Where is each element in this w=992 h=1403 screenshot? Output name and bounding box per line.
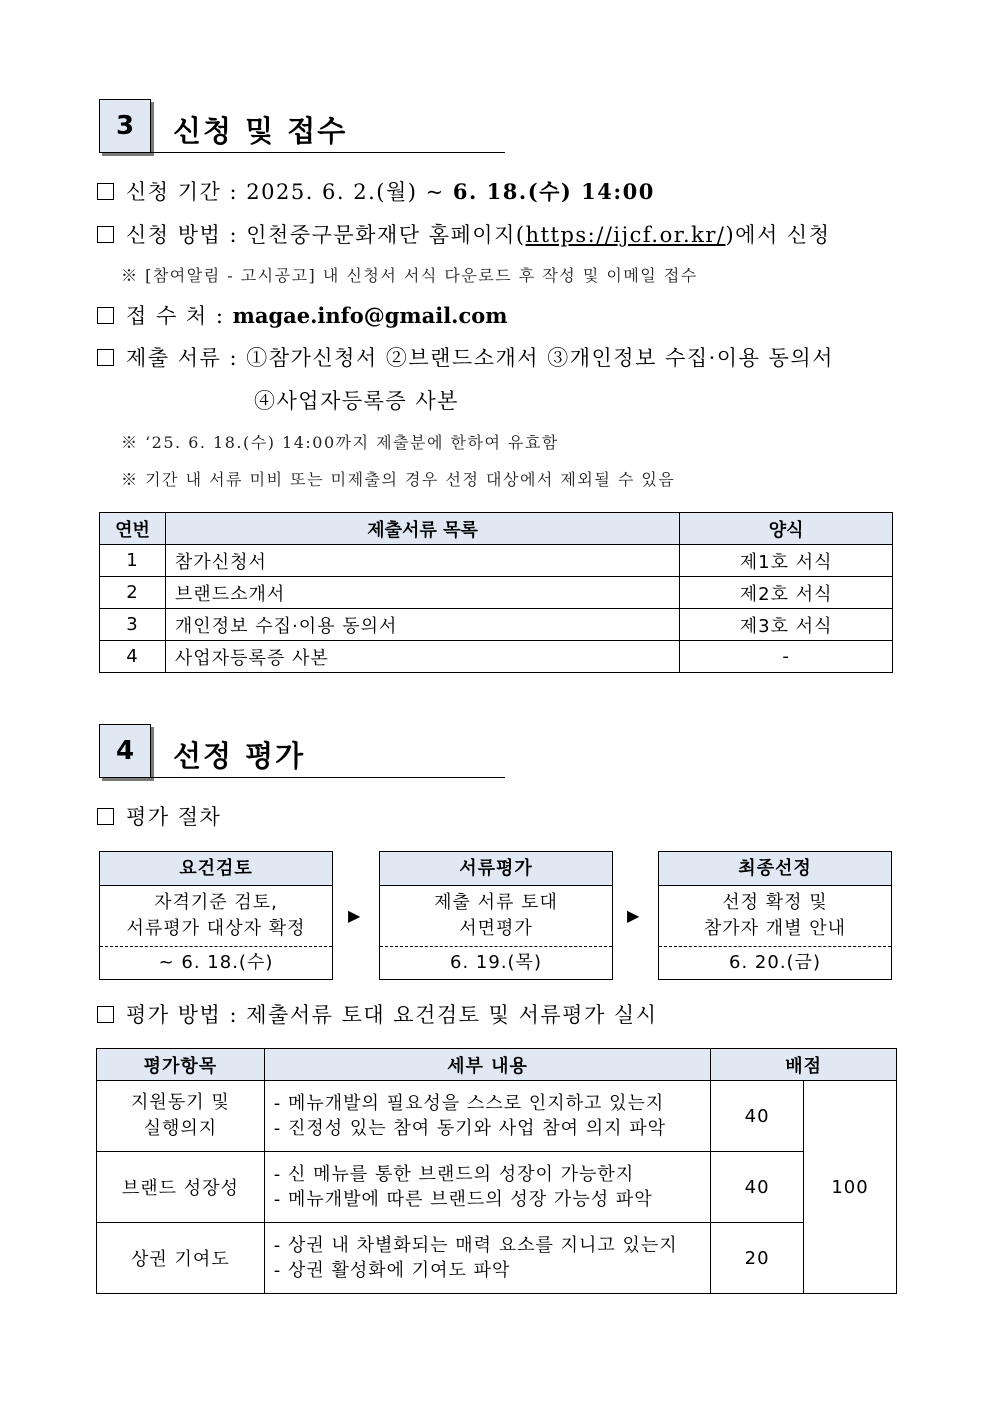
table-row bbox=[100, 545, 893, 577]
receipt-email: magae.info@gmail.com bbox=[232, 303, 508, 328]
flow-line-2: 서류평가 대상자 확정 bbox=[126, 918, 306, 939]
flow-title: 서류평가 bbox=[380, 852, 612, 886]
eval-detail bbox=[264, 1152, 710, 1223]
flow-step-document-review bbox=[379, 851, 613, 980]
row-form: 제2호 서식 bbox=[680, 577, 893, 609]
section-underline bbox=[151, 152, 505, 153]
flow-line-1: 자격기준 검토, bbox=[154, 892, 278, 913]
docs-line-2: ④사업자등록증 사본 bbox=[254, 389, 459, 413]
eval-detail-line-1: - 신 메뉴를 통한 브랜드의 성장이 가능한지 bbox=[273, 1164, 635, 1185]
eval-total: 100 bbox=[804, 1081, 897, 1294]
evaluation-method bbox=[97, 999, 657, 1029]
section-underline bbox=[151, 777, 505, 778]
eval-score: 40 bbox=[711, 1081, 804, 1152]
eval-detail-line-2: - 메뉴개발에 따른 브랜드의 성장 가능성 파악 bbox=[273, 1189, 653, 1210]
row-doc: 참가신청서 bbox=[165, 545, 679, 577]
flow-title: 요건검토 bbox=[100, 852, 332, 886]
checkbox-icon bbox=[97, 1006, 114, 1023]
checkbox-icon bbox=[97, 183, 114, 200]
row-form: - bbox=[680, 641, 893, 673]
eval-detail-line-2: - 상권 활성화에 기여도 파악 bbox=[273, 1260, 511, 1281]
table-header-row bbox=[100, 513, 893, 545]
flow-body bbox=[100, 886, 332, 947]
table-row bbox=[100, 641, 893, 673]
flow-date: 6. 19.(목) bbox=[450, 952, 542, 973]
flow-line-1: 제출 서류 토대 bbox=[434, 892, 558, 913]
row-no: 1 bbox=[100, 545, 166, 577]
method-note: ※ [참여알림 - 고시공고] 내 신청서 서식 다운로드 후 작성 및 이메일 접수 bbox=[121, 266, 698, 285]
flow-body bbox=[659, 886, 891, 947]
flow-body bbox=[380, 886, 612, 947]
eval-item: 브랜드 성장성 bbox=[97, 1152, 265, 1223]
section-number: 4 bbox=[99, 724, 151, 778]
row-no: 2 bbox=[100, 577, 166, 609]
row-doc: 브랜드소개서 bbox=[165, 577, 679, 609]
table-row bbox=[100, 609, 893, 641]
section-number: 3 bbox=[99, 99, 151, 153]
application-method bbox=[97, 219, 831, 249]
checkbox-icon bbox=[97, 349, 114, 366]
section-title: 선정 평가 bbox=[173, 739, 306, 773]
checkbox-icon bbox=[97, 226, 114, 243]
table-row bbox=[97, 1152, 897, 1223]
application-period bbox=[97, 176, 655, 206]
flow-title: 최종선정 bbox=[659, 852, 891, 886]
eval-detail-line-1: - 상권 내 차별화되는 매력 요소를 지니고 있는지 bbox=[273, 1235, 678, 1256]
flow-date: 6. 20.(금) bbox=[729, 952, 821, 973]
eval-detail bbox=[264, 1223, 710, 1294]
table-row bbox=[97, 1081, 897, 1152]
eval-score: 20 bbox=[711, 1223, 804, 1294]
eval-detail-line-2: - 진정성 있는 참여 동기와 사업 참여 의지 파악 bbox=[273, 1118, 667, 1139]
evaluation-procedure bbox=[97, 801, 221, 831]
section-title: 신청 및 접수 bbox=[173, 114, 348, 148]
checkbox-icon bbox=[97, 307, 114, 324]
flow-line-2: 참가자 개별 안내 bbox=[703, 918, 847, 939]
section-3-header bbox=[99, 99, 519, 153]
flow-step-final-selection bbox=[658, 851, 892, 980]
eval-detail-line-1: - 메뉴개발의 필요성을 스스로 인지하고 있는지 bbox=[273, 1093, 665, 1114]
method-label: 신청 방법 : 인천중구문화재단 홈페이지( bbox=[126, 223, 526, 247]
section-4-header bbox=[99, 724, 519, 778]
header-no: 연번 bbox=[100, 513, 166, 545]
flow-line-2: 서면평가 bbox=[459, 918, 533, 939]
homepage-link[interactable]: https://ijcf.or.kr/ bbox=[525, 223, 726, 247]
method-tail: )에서 신청 bbox=[725, 223, 831, 247]
evaluation-table bbox=[96, 1048, 897, 1294]
period-label: 신청 기간 : bbox=[126, 180, 247, 204]
eval-method-label: 평가 방법 : 제출서류 토대 요건검토 및 서류평가 실시 bbox=[126, 1003, 658, 1027]
eval-detail bbox=[264, 1081, 710, 1152]
arrow-right-icon: ▶ bbox=[348, 906, 361, 925]
row-doc: 개인정보 수집·이용 동의서 bbox=[165, 609, 679, 641]
period-end: 6. 18.(수) 14:00 bbox=[452, 179, 655, 204]
flow-step-requirements bbox=[99, 851, 333, 980]
receipt-label: 접 수 처 : bbox=[126, 304, 233, 328]
procedure-label: 평가 절차 bbox=[126, 805, 222, 829]
docs-note-2: ※ 기간 내 서류 미비 또는 미제출의 경우 선정 대상에서 제외될 수 있음 bbox=[121, 470, 676, 489]
flow-line-1: 선정 확정 및 bbox=[722, 892, 828, 913]
eval-score: 40 bbox=[711, 1152, 804, 1223]
docs-note-1: ※ ‘25. 6. 18.(수) 14:00까지 제출분에 한하여 유효함 bbox=[121, 433, 559, 452]
row-no: 4 bbox=[100, 641, 166, 673]
submission-docs-table bbox=[99, 512, 893, 673]
submission-docs bbox=[97, 342, 834, 372]
flow-date: ~ 6. 18.(수) bbox=[158, 952, 274, 973]
eval-item-line-1: 지원동기 및 bbox=[131, 1092, 230, 1113]
table-row bbox=[97, 1223, 897, 1294]
row-no: 3 bbox=[100, 609, 166, 641]
row-form: 제3호 서식 bbox=[680, 609, 893, 641]
header-item: 평가항목 bbox=[97, 1049, 265, 1081]
receipt bbox=[97, 300, 508, 330]
checkbox-icon bbox=[97, 808, 114, 825]
row-doc: 사업자등록증 사본 bbox=[165, 641, 679, 673]
row-form: 제1호 서식 bbox=[680, 545, 893, 577]
eval-item: 상권 기여도 bbox=[97, 1223, 265, 1294]
docs-label: 제출 서류 : ①참가신청서 ②브랜드소개서 ③개인정보 수집·이용 동의서 bbox=[126, 346, 834, 370]
header-score: 배점 bbox=[711, 1049, 897, 1081]
eval-item bbox=[97, 1081, 265, 1152]
table-row bbox=[100, 577, 893, 609]
arrow-right-icon: ▶ bbox=[627, 906, 640, 925]
period-start: 2025. 6. 2.(월) ~ bbox=[246, 180, 453, 204]
table-header-row bbox=[97, 1049, 897, 1081]
eval-item-line-2: 실행의지 bbox=[143, 1118, 218, 1139]
header-doc: 제출서류 목록 bbox=[165, 513, 679, 545]
header-detail: 세부 내용 bbox=[264, 1049, 710, 1081]
header-form: 양식 bbox=[680, 513, 893, 545]
